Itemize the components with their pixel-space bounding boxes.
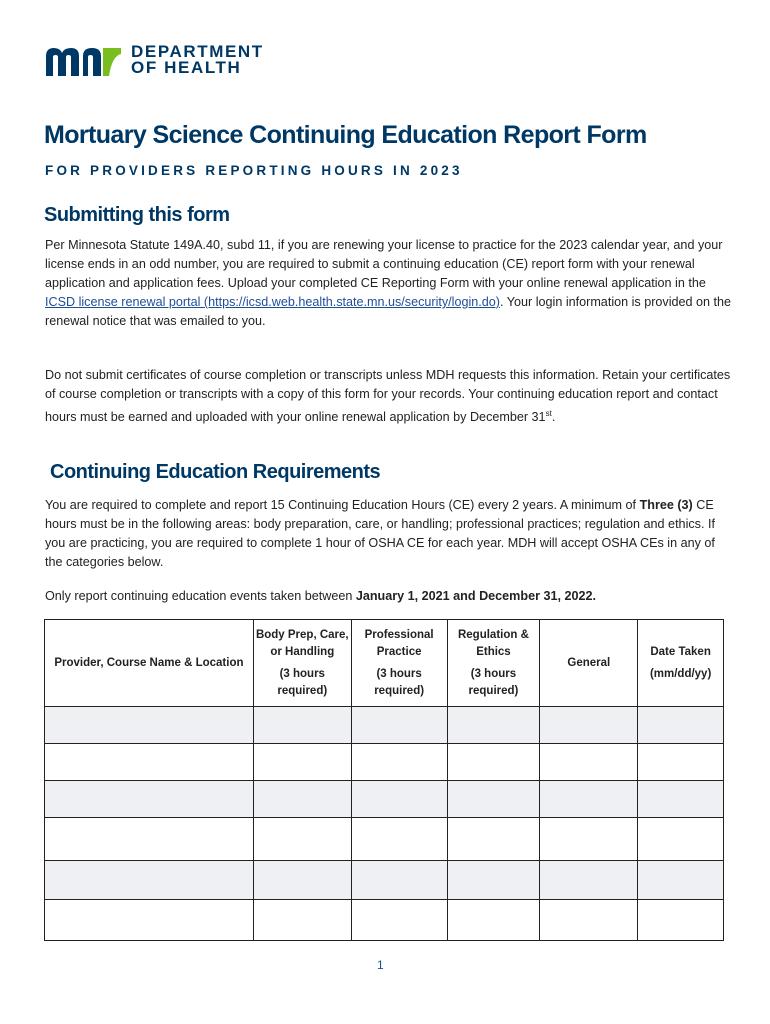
p3-bold: Three (3) <box>639 498 693 512</box>
provider-cell[interactable] <box>45 861 254 900</box>
p3-text-b: CE hours must be in the following areas: body preparation, care, or handling; professional practices; regulation and ethics. If you are practicing, you are required to complete 1 hour of OSHA CE for each year. MDH will accept OSHA CEs in any of the categories below. <box>45 498 715 569</box>
submitting-heading: Submitting this form <box>44 204 230 226</box>
page-subtitle: FOR PROVIDERS REPORTING HOURS IN 2023 <box>45 163 463 178</box>
body-prep-cell[interactable] <box>253 781 351 818</box>
professional-cell[interactable] <box>351 707 447 744</box>
professional-cell[interactable] <box>351 818 447 861</box>
table-row <box>45 861 724 900</box>
date-cell[interactable] <box>638 818 724 861</box>
header-provider: Provider, Course Name & Location <box>45 620 254 707</box>
regulation-cell[interactable] <box>447 744 540 781</box>
general-cell[interactable] <box>540 781 638 818</box>
mn-logo-icon <box>44 44 124 78</box>
table-row <box>45 818 724 861</box>
professional-cell[interactable] <box>351 861 447 900</box>
table-row <box>45 781 724 818</box>
p2-sup: st <box>545 409 552 418</box>
p2-end: . <box>551 410 556 425</box>
p3-text-a: You are required to complete and report 15 Continuing Education Hours (CE) every 2 years. A minimum of <box>45 498 640 512</box>
general-cell[interactable] <box>540 818 638 861</box>
date-cell[interactable] <box>638 900 724 941</box>
date-cell[interactable] <box>638 744 724 781</box>
submitting-paragraph <box>45 236 735 331</box>
p4-text: Only report continuing education events taken between <box>45 589 356 603</box>
header-date-taken: Date Taken (mm/dd/yy) <box>638 620 724 707</box>
date-cell[interactable] <box>638 781 724 818</box>
department-name <box>131 44 264 76</box>
date-range-paragraph <box>45 587 735 606</box>
header-regulation-ethics: Regulation & Ethics (3 hours required) <box>447 620 540 707</box>
p1-text-end: . Your login information is provided on the renewal notice that was emailed to you. <box>45 295 732 328</box>
p2-text: Do not submit certificates of course completion or transcripts unless MDH requests this information. Retain your certificates of course completion or transcripts with a copy of this form for your records. Your continuing education report and contact hours must be earned and uploaded with your online renewal application by December 31 <box>45 368 731 425</box>
regulation-cell[interactable] <box>447 900 540 941</box>
general-cell[interactable] <box>540 707 638 744</box>
table-row <box>45 707 724 744</box>
date-cell[interactable] <box>638 861 724 900</box>
page-number: 1 <box>377 958 384 972</box>
general-cell[interactable] <box>540 744 638 781</box>
date-cell[interactable] <box>638 707 724 744</box>
icsd-portal-link[interactable]: ICSD license renewal portal (https://icsd.web.health.state.mn.us/security/login.do) <box>45 295 500 309</box>
professional-cell[interactable] <box>351 900 447 941</box>
provider-cell[interactable] <box>45 707 254 744</box>
general-cell[interactable] <box>540 861 638 900</box>
regulation-cell[interactable] <box>447 861 540 900</box>
body-prep-cell[interactable] <box>253 900 351 941</box>
certificates-paragraph <box>45 366 735 427</box>
regulation-cell[interactable] <box>447 707 540 744</box>
provider-cell[interactable] <box>45 744 254 781</box>
table-row <box>45 900 724 941</box>
provider-cell[interactable] <box>45 900 254 941</box>
requirements-paragraph <box>45 496 735 572</box>
mdh-logo <box>44 43 124 79</box>
regulation-cell[interactable] <box>447 818 540 861</box>
general-cell[interactable] <box>540 900 638 941</box>
header-professional-practice: Professional Practice (3 hours required) <box>351 620 447 707</box>
provider-cell[interactable] <box>45 818 254 861</box>
professional-cell[interactable] <box>351 781 447 818</box>
ce-report-table <box>44 619 724 941</box>
dept-line-1: DEPARTMENT <box>131 42 264 61</box>
requirements-heading: Continuing Education Requirements <box>50 461 381 483</box>
provider-cell[interactable] <box>45 781 254 818</box>
professional-cell[interactable] <box>351 744 447 781</box>
header-body-prep: Body Prep, Care, or Handling (3 hours required) <box>253 620 351 707</box>
dept-line-2: OF HEALTH <box>131 58 242 77</box>
regulation-cell[interactable] <box>447 781 540 818</box>
body-prep-cell[interactable] <box>253 818 351 861</box>
table-row <box>45 744 724 781</box>
body-prep-cell[interactable] <box>253 707 351 744</box>
body-prep-cell[interactable] <box>253 744 351 781</box>
page-title: Mortuary Science Continuing Education Report Form <box>44 121 647 149</box>
p4-bold: January 1, 2021 and December 31, 2022. <box>355 589 596 603</box>
p1-text: Per Minnesota Statute 149A.40, subd 11, if you are renewing your license to practice for the 2023 calendar year, and your license ends in an odd number, you are required to submit a continuing education (CE) report form with your renewal application and application fees. Upload your completed CE Reporting Form with your online renewal application in the <box>45 238 723 290</box>
body-prep-cell[interactable] <box>253 861 351 900</box>
table-header-row <box>45 620 724 707</box>
header-general: General <box>540 620 638 707</box>
